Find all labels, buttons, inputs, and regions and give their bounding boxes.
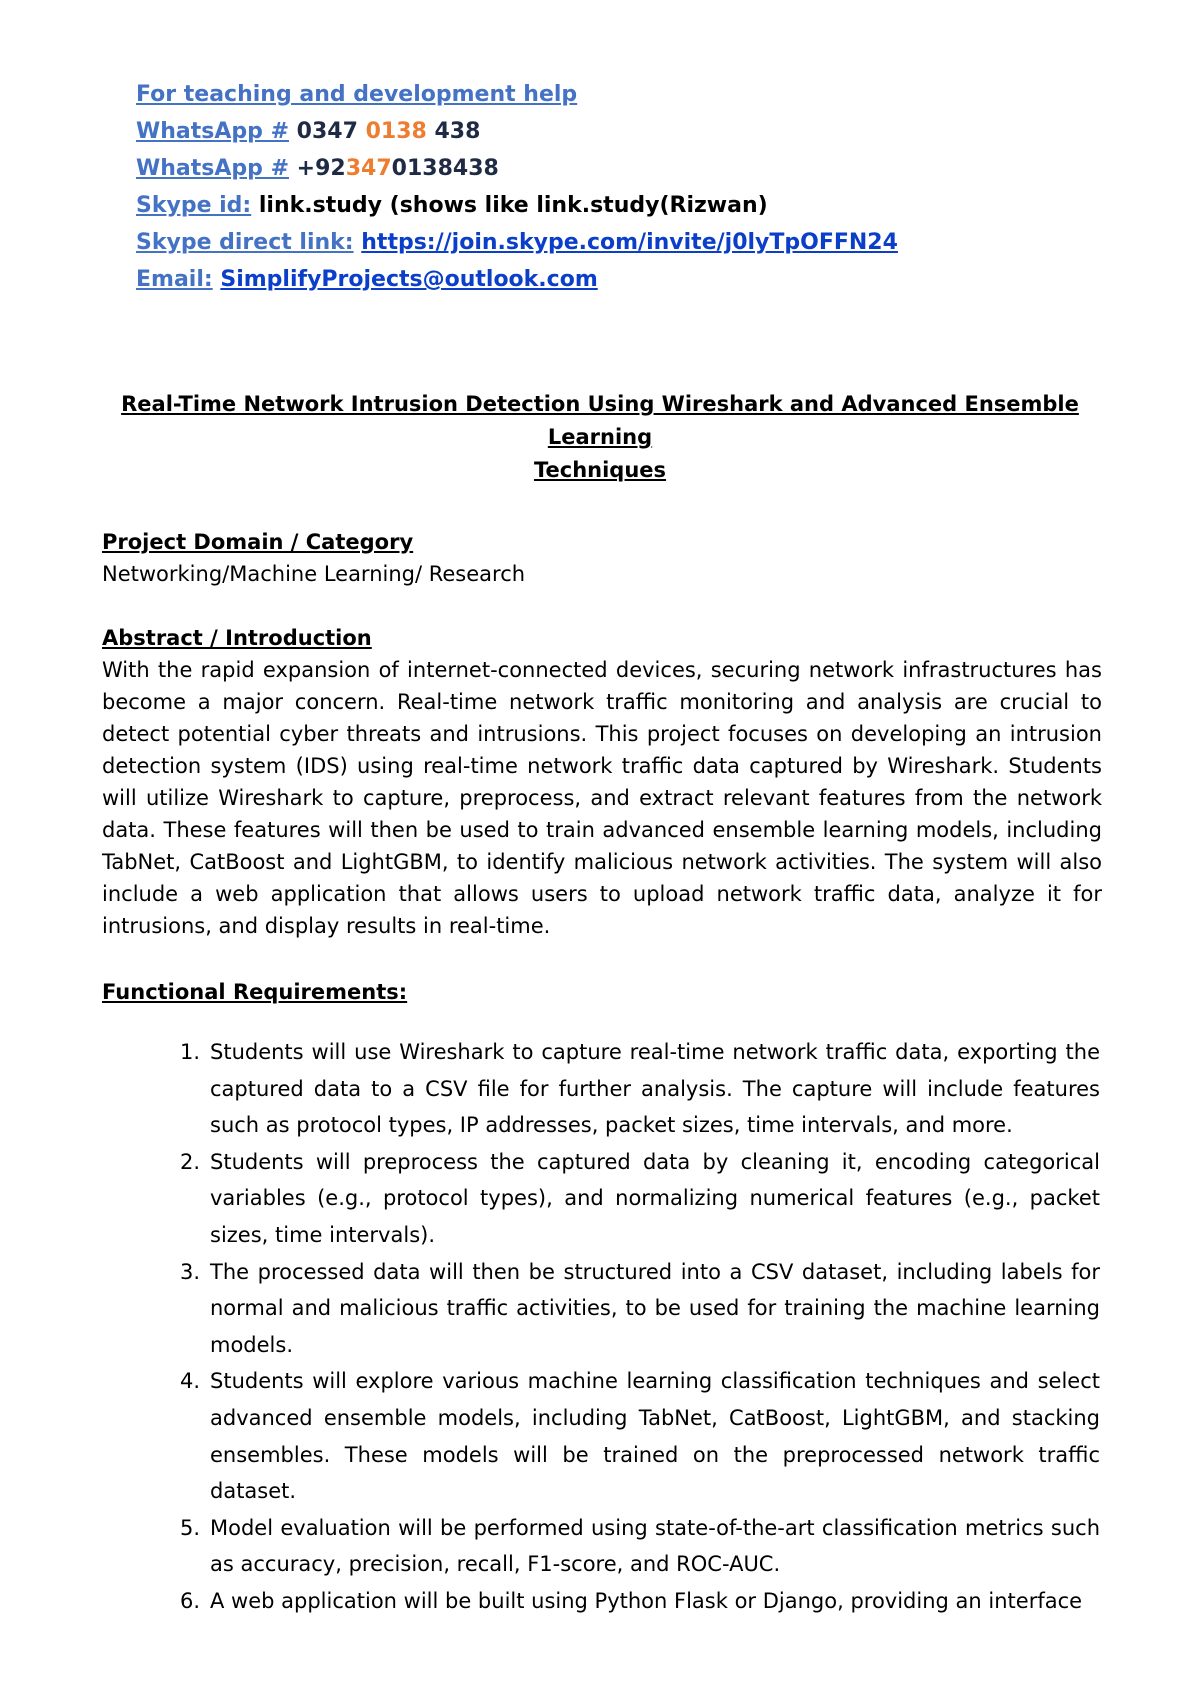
email-link[interactable]: SimplifyProjects@outlook.com [220, 267, 598, 292]
whatsapp-line-1 [136, 113, 898, 150]
list-number: 4. [179, 1369, 200, 1394]
list-item [160, 1583, 1100, 1620]
skype-id-line [136, 187, 898, 224]
skype-link[interactable]: https://join.skype.com/invite/j0lyTpOFFN24 [361, 230, 898, 255]
list-text: Students will preprocess the captured data by cleaning it, encoding categorical variables (e.g., protocol types), and normalizing numerical features (e.g., packet sizes, time intervals). [210, 1149, 1100, 1247]
list-item [160, 1034, 1100, 1144]
list-number: 3. [179, 1259, 200, 1284]
document-title [100, 388, 1100, 487]
functional-section [102, 976, 1102, 1008]
functional-heading: Functional Requirements: [102, 980, 408, 1004]
list-number: 6. [179, 1588, 200, 1613]
abstract-section [102, 622, 1102, 942]
whatsapp-number-highlight: 0138 [365, 119, 427, 144]
list-text: Students will explore various machine learning classification techniques and select advanced ensemble models, including TabNet, CatBoost, LightGBM, and stacking ensembles. These models will be trained on the preprocessed network traffic dataset. [210, 1369, 1100, 1504]
list-number: 1. [179, 1040, 200, 1064]
whatsapp-number-part: +92 [289, 156, 346, 181]
email-label: Email: [136, 267, 213, 292]
list-text: Model evaluation will be performed using state-of-the-art classification metrics such as accuracy, precision, recall, F1-score, and ROC-AUC. [210, 1515, 1100, 1577]
list-item [160, 1510, 1100, 1583]
whatsapp-label: WhatsApp # [136, 156, 290, 181]
list-number: 5. [179, 1515, 200, 1540]
skype-id-label: Skype id: [136, 193, 252, 218]
whatsapp-number-part: 438 [426, 119, 481, 144]
title-line-1: Real-Time Network Intrusion Detection Using Wireshark and Advanced Ensemble Learning [121, 392, 1079, 449]
list-text: The processed data will then be structured into a CSV dataset, including labels for normal and malicious traffic activities, to be used for training the machine learning models. [210, 1259, 1100, 1357]
email-line [136, 261, 898, 298]
domain-heading: Project Domain / Category [102, 530, 414, 554]
requirements-list [160, 1034, 1100, 1620]
whatsapp-number-highlight: 347 [345, 156, 392, 181]
list-text: Students will use Wireshark to capture real-time network traffic data, exporting the captured data to a CSV file for further analysis. The capture will include features such as protocol types, IP addresses, packet sizes, time intervals, and more. [210, 1040, 1100, 1138]
contact-heading: For teaching and development help [136, 82, 578, 107]
skype-id-value: link.study (shows like link.study(Rizwan) [251, 193, 768, 218]
whatsapp-line-2 [136, 150, 898, 187]
list-text: A web application will be built using Python Flask or Django, providing an interface [210, 1588, 1083, 1613]
domain-text: Networking/Machine Learning/ Research [102, 562, 526, 586]
list-item [160, 1254, 1100, 1364]
whatsapp-number-part: 0347 [289, 119, 366, 144]
list-item [160, 1144, 1100, 1254]
contact-block [136, 76, 898, 298]
whatsapp-number-part: 0138438 [391, 156, 499, 181]
skype-link-line [136, 224, 898, 261]
abstract-text: With the rapid expansion of internet-connected devices, securing network infrastructures has become a major concern. Real-time network traffic monitoring and analysis are crucial to detect potential cyber threats and intrusions. This project focuses on developing an intrusion detection system (IDS) using real-time network traffic data captured by Wireshark. Students will utilize Wireshark to capture, preprocess, and extract relevant features from the network data. These features will then be used to train advanced ensemble learning models, including TabNet, CatBoost and LightGBM, to identify malicious network activities. The system will also include a web application that allows users to upload network traffic data, analyze it for intrusions, and display results in real-time. [102, 658, 1102, 938]
domain-section [102, 526, 1102, 590]
list-number: 2. [179, 1149, 200, 1174]
title-line-2: Techniques [533, 458, 667, 482]
abstract-heading: Abstract / Introduction [102, 626, 372, 650]
list-item [160, 1363, 1100, 1509]
skype-link-label: Skype direct link: [136, 230, 354, 255]
whatsapp-label: WhatsApp # [136, 119, 290, 144]
